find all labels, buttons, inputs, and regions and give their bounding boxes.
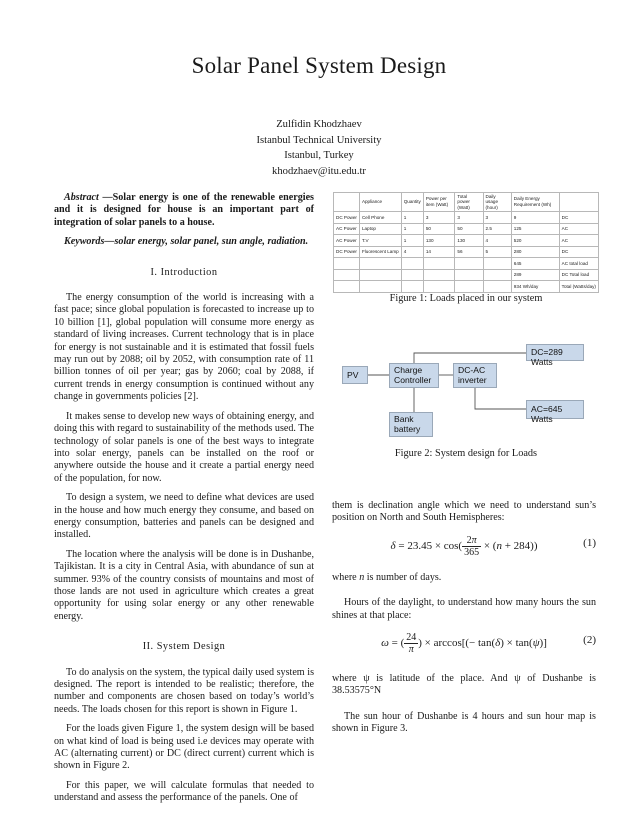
intro-paragraph-1: The energy consumption of the world is increasing with a fast pace; since global population is forecasted to increase up to 10 billion [1], global population will consume more energy as standard of living increases. Current technology that is in place for energy is not sustainable and it is estimated that fossil fuels may run out by 2088; oil by 2052, with consumption rate of 11 billion tonnes of oil per year; gas by 2060; coal by 2088, if current trends in energy consumption is continued without any change in governments policies [2]. [54, 292, 314, 403]
table-cell: 2.5 [483, 223, 511, 235]
battery-box: Bank battery [389, 412, 433, 437]
author-location: Istanbul, Turkey [284, 150, 354, 161]
equation-1-formula: δ = 23.45 × cos( $\frac{2\pi}{365}$ × (n + 284)) [390, 534, 538, 558]
table-header-cell: Power per item (Watt) [423, 193, 455, 212]
table-cell: 4 [483, 235, 511, 247]
intro-paragraph-3: To design a system, we need to define what devices are used in the house and how much energy they consume, and based on energy consumption, batteries and panels can be designed and installed. [54, 492, 314, 541]
table-row [334, 235, 599, 247]
table-header-cell: Quantity [401, 193, 423, 212]
table-cell: AC [559, 223, 598, 235]
table-cell: 645 [511, 258, 559, 270]
table-row [334, 223, 599, 235]
table-cell: 289 [511, 269, 559, 281]
table-header-cell: Total power (Watt) [455, 193, 483, 212]
table-row [334, 258, 599, 270]
table-header-cell: Daily Energy Requirement (Wh) [511, 193, 559, 212]
table-header-cell [559, 193, 598, 212]
right-paragraph-4: where ψ is latitude of the place. And ψ of Dushanbe is 38.53575°N [332, 673, 596, 697]
table-cell [483, 269, 511, 281]
equation-1-number: (1) [583, 536, 596, 549]
table-cell: 125 [511, 223, 559, 235]
inverter-box: DC-AC inverter [453, 363, 497, 388]
equation-2-number: (2) [583, 634, 596, 647]
table-row [334, 269, 599, 281]
table-cell: DC [559, 212, 598, 224]
table-cell: AC [559, 235, 598, 247]
table-cell: Fluorescent Lamp [359, 246, 401, 258]
table-cell [334, 258, 360, 270]
table-cell: Total (Watts/day) [559, 281, 598, 293]
equation-1 [332, 525, 596, 565]
author-email: khodzhaev@itu.edu.tr [272, 165, 366, 177]
equation-2 [332, 622, 596, 666]
table-cell: 3 [423, 212, 455, 224]
dc-load-box: DC=289 Watts [526, 344, 584, 361]
table-cell: 520 [511, 235, 559, 247]
table-cell: DC Power [334, 246, 360, 258]
intro-paragraph-4: The location where the analysis will be done is in Dushanbe, Tajikistan. It is a city in Central Asia, with abundance of sun at summer. 93% of the country consists of mountains and most of those lands are not used in agriculture which creates a great opportunity for using solar energy or any other renewable energy. [54, 548, 314, 622]
table-cell: 5 [483, 246, 511, 258]
table-cell [334, 281, 360, 293]
ac-load-box: AC=645 Watts [526, 400, 584, 419]
system-paragraph-1: To do analysis on the system, the typical daily used system is designed. The report is intended to be realistic; therefore, the number and components are chosen based on today’s world’s needs. The loads chosen for this report is shown in Figure 1. [54, 666, 314, 715]
table-header-row [334, 193, 599, 212]
table-cell: 1 [401, 235, 423, 247]
connector-inverter-ac [475, 388, 526, 409]
right-paragraph-5: The sun hour of Dushanbe is 4 hours and sun hour map is shown in Figure 3. [332, 710, 596, 735]
table-cell: DC Power [334, 212, 360, 224]
table-cell [359, 258, 401, 270]
table-row [334, 212, 599, 224]
right-paragraph-3: Hours of the daylight, to understand how many hours the sun shines at that place: [332, 597, 596, 621]
abstract-label: Abstract [64, 192, 99, 203]
table-cell [401, 269, 423, 281]
paper-title: Solar Panel System Design [191, 53, 447, 78]
author-affiliation: Istanbul Technical University [256, 134, 382, 146]
pv-box: PV [342, 366, 368, 384]
keywords: Keywords—solar energy, solar panel, sun angle, radiation. [64, 236, 309, 248]
table-cell [423, 269, 455, 281]
system-paragraph-2: For the loads given Figure 1, the system design will be based on what kind of load is being used i.e devices may operate with AC (alternating current) or DC (direct current) current which is shown in Figure 2. [54, 723, 314, 772]
equation-2-formula: ω = ( $\frac{24}{\pi}$ ) × arccos[(− tan(δ) × tan(ψ)] [381, 632, 547, 656]
table-cell: 14 [423, 246, 455, 258]
table-row [334, 281, 599, 293]
table-cell [401, 258, 423, 270]
table-cell: 130 [423, 235, 455, 247]
table-cell [455, 269, 483, 281]
table-cell [423, 258, 455, 270]
table-cell: DC Total load [559, 269, 598, 281]
table-cell: DC [559, 246, 598, 258]
table-header-cell: Appliance [359, 193, 401, 212]
table-cell: AC Power [334, 235, 360, 247]
abstract [54, 192, 314, 229]
table-header-cell [334, 193, 360, 212]
system-paragraph-3: For this paper, we will calculate formulas that needed to understand and assess the performance of the panels. One of [54, 779, 314, 804]
table-cell [483, 281, 511, 293]
table-cell [483, 258, 511, 270]
author-block [0, 117, 638, 179]
right-column [332, 500, 596, 736]
table-cell: Cell Phone [359, 212, 401, 224]
abstract-text: —Solar energy is one of the renewable energies and it is designed for house is an important part of integration of solar panels to a house. [54, 192, 314, 228]
figure-2-caption: Figure 2: System design for Loads [394, 448, 538, 459]
table-cell: 130 [455, 235, 483, 247]
table-cell: 3 [455, 212, 483, 224]
table-cell: 9 [511, 212, 559, 224]
table-cell: 50 [455, 223, 483, 235]
right-paragraph-1: them is declination angle which we need to understand sun’s position on North and South Hemispheres: [332, 500, 596, 524]
right-paragraph-2: where n is number of days. [332, 571, 442, 583]
table-cell: 50 [423, 223, 455, 235]
table-cell [359, 269, 401, 281]
intro-paragraph-2: It makes sense to develop new ways of obtaining energy, and doing this with regard to sustainability of the methods used. The technology of solar panels is one of the best ways to integrate into solar energy, panels can be installed on the roof or anywhere outside the house and it create a partial energy need of the population, for now. [54, 410, 314, 484]
table-cell [401, 281, 423, 293]
loads-table [333, 192, 599, 293]
table-row [334, 246, 599, 258]
table-cell: 1 [401, 212, 423, 224]
table-header-cell: Daily usage (hour) [483, 193, 511, 212]
author-name: Zulfidin Khodzhaev [276, 119, 362, 130]
table-cell: Laptop [359, 223, 401, 235]
table-cell: 56 [455, 246, 483, 258]
table-cell: 3 [483, 212, 511, 224]
table-cell: 934 Wh/day [511, 281, 559, 293]
table-cell: 280 [511, 246, 559, 258]
table-body [334, 212, 599, 293]
table-cell [334, 269, 360, 281]
table-cell [455, 258, 483, 270]
table-cell [359, 281, 401, 293]
table-cell: 1 [401, 223, 423, 235]
charge-controller-box: Charge Controller [389, 363, 439, 388]
table-cell: 4 [401, 246, 423, 258]
table-cell: AC total load [559, 258, 598, 270]
section-heading-introduction: I. Introduction [150, 266, 218, 278]
table-cell: AC Power [334, 223, 360, 235]
section-heading-system-design: II. System Design [142, 641, 226, 653]
left-column [54, 192, 314, 805]
figure-1-caption: Figure 1: Loads placed in our system [389, 293, 543, 304]
table-cell [455, 281, 483, 293]
table-cell: T.V [359, 235, 401, 247]
table-cell [423, 281, 455, 293]
